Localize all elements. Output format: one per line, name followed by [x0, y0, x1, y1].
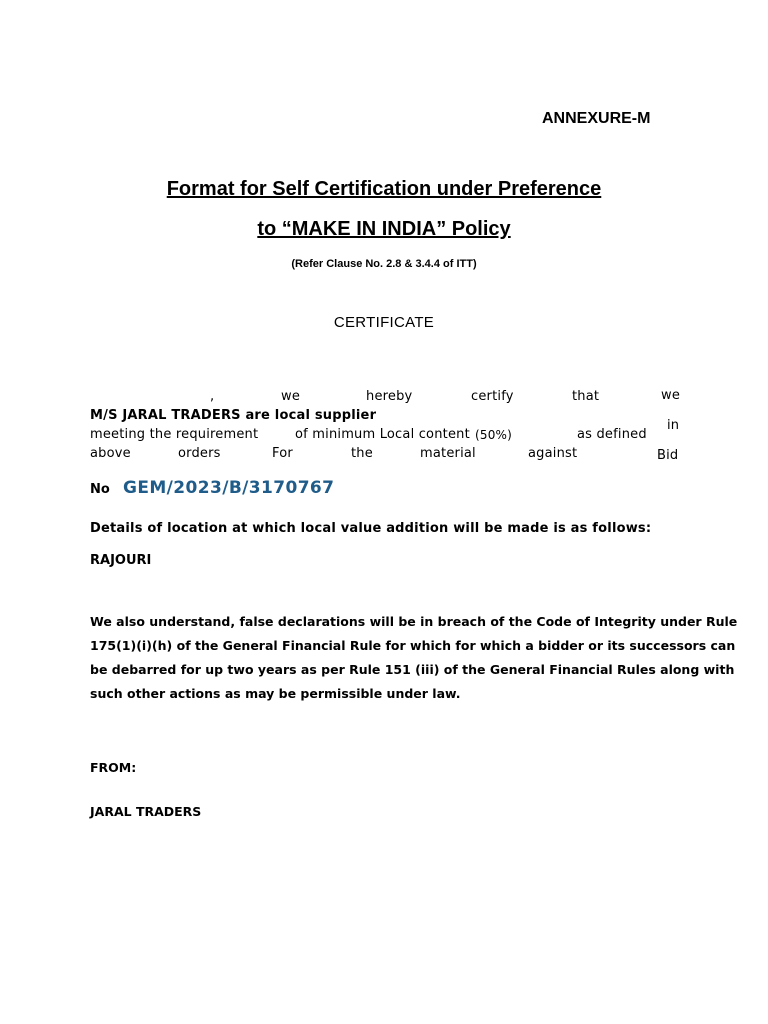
- cert-word: certify: [471, 389, 514, 404]
- cert-word: in: [667, 418, 680, 433]
- bid-no-label: No: [90, 482, 110, 497]
- cert-word: Bid: [657, 448, 679, 463]
- declaration-line: 175(1)(i)(h) of the General Financial Rule for which for which a bidder or its successors can: [90, 638, 736, 653]
- cert-word: hereby: [366, 389, 413, 404]
- cert-word: we: [661, 388, 681, 403]
- cert-word: orders: [178, 446, 221, 461]
- from-label: FROM:: [90, 760, 137, 775]
- location-details-heading: Details of location at which local value addition will be made is as follows:: [90, 521, 652, 536]
- cert-word: as defined: [577, 427, 647, 442]
- declaration-line: We also understand, false declarations will be in breach of the Code of Integrity under Rule: [90, 614, 738, 629]
- cert-supplier-line: M/S JARAL TRADERS are local supplier: [90, 408, 377, 423]
- cert-word: against: [528, 446, 578, 461]
- from-name: JARAL TRADERS: [90, 804, 202, 819]
- declaration-line: such other actions as may be permissible under law.: [90, 686, 461, 701]
- cert-word: material: [420, 446, 476, 461]
- cert-word: above: [90, 446, 131, 461]
- cert-word: the: [351, 446, 373, 461]
- title-line-2: to “MAKE IN INDIA” Policy: [257, 218, 511, 240]
- cert-word: meeting the requirement: [90, 427, 259, 442]
- title-line-1: Format for Self Certification under Preference: [166, 178, 602, 200]
- declaration-line: be debarred for up two years as per Rule 151 (iii) of the General Financial Rules along with: [90, 662, 735, 677]
- location-value: RAJOURI: [90, 553, 152, 568]
- certificate-heading: CERTIFICATE: [333, 314, 435, 331]
- refer-clause: (Refer Clause No. 2.8 & 3.4.4 of ITT): [291, 258, 477, 270]
- cert-word: we: [281, 389, 301, 404]
- declaration-paragraph: [90, 610, 738, 706]
- bid-number-link[interactable]: GEM/2023/B/3170767: [123, 478, 335, 498]
- cert-word: of minimum Local content: [295, 427, 470, 442]
- cert-word: For: [272, 446, 293, 461]
- cert-comma: ,: [210, 389, 215, 404]
- annexure-label: ANNEXURE-M: [542, 110, 651, 127]
- cert-word: that: [572, 389, 600, 404]
- local-content-percent: (50%): [475, 428, 513, 442]
